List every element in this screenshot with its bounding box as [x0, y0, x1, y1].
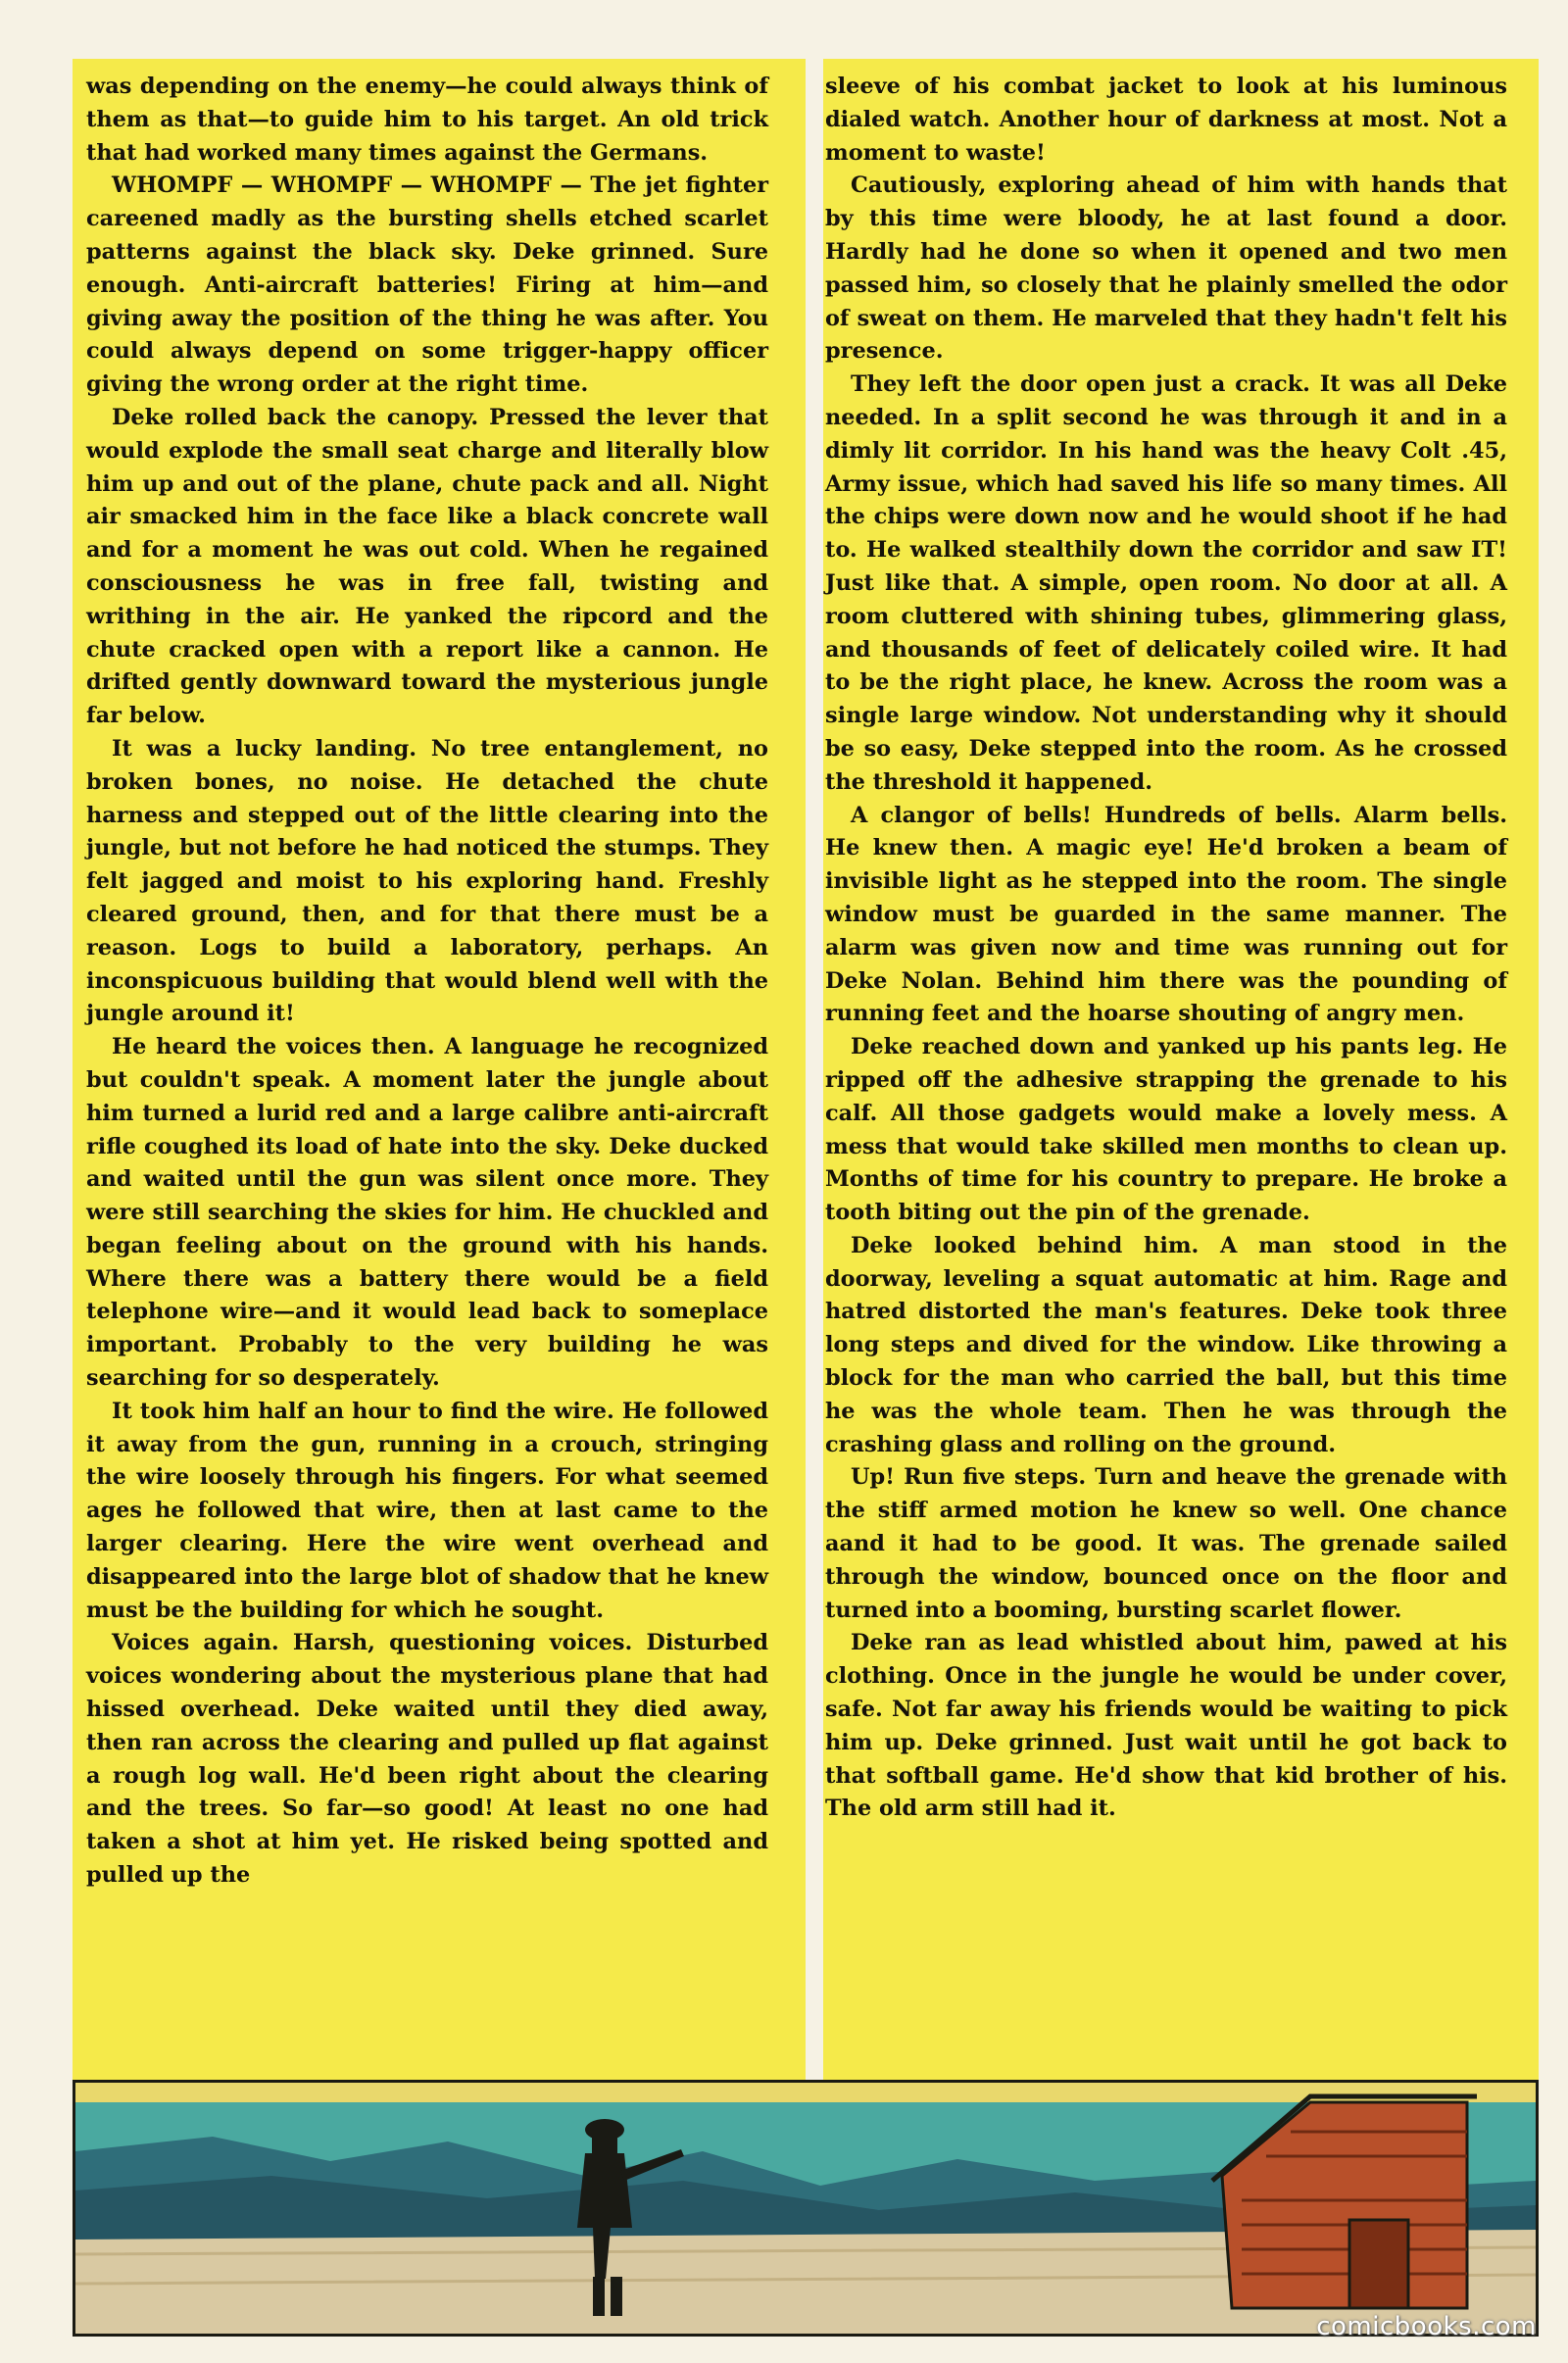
paragraph: sleeve of his combat jacket to look at his luminous dialed watch. Another hour of darkness at most. Not a moment to waste! [825, 74, 1507, 166]
paragraph: WHOMPF — WHOMPF — WHOMPF — The jet fighter careened madly as the bursting shells etched scarlet patterns against the black sky. Deke grinned. Sure enough. Anti-aircraft batteries! Firing at him—and giving away the position of the thing he was after. You could always depend on some trigger-happy officer giving the wrong order at the right time. [86, 172, 768, 398]
right-column [825, 71, 1507, 1826]
watermark: comicbooks.com [1316, 2312, 1537, 2341]
paragraph: Up! Run five steps. Turn and heave the grenade with the stiff armed motion he knew so well. One chance aand it had to be good. It was. The grenade sailed through the window, bounced once on the floor and turned into a booming, bursting scarlet flower. [825, 1464, 1507, 1623]
paragraph: Cautiously, exploring ahead of him with hands that by this time were bloody, he at last found a door. Hardly had he done so when it opened and two men passed him, so closely that he plainly smelled the odor of sweat on them. He marveled that they hadn't felt his presence. [825, 172, 1507, 365]
paragraph: was depending on the enemy—he could always think of them as that—to guide him to his target. An old trick that had worked many times against the Germans. [86, 74, 768, 166]
story-page [73, 59, 1539, 2111]
column-gutter [806, 59, 823, 2111]
illustration-panel [73, 2080, 1539, 2337]
jungle-scene-illustration [75, 2083, 1536, 2334]
paragraph: He heard the voices then. A language he recognized but couldn't speak. A moment later the jungle about him turned a lurid red and a large calibre anti-aircraft rifle coughed its load of hate into the sky. Deke ducked and waited until the gun was silent once more. They were still searching the skies for him. He chuckled and began feeling about on the ground with his hands. Where there was a battery there would be a field telephone wire—and it would lead back to someplace important. Probably to the very building he was searching for so desperately. [86, 1034, 768, 1392]
paragraph: Deke ran as lead whistled about him, pawed at his clothing. Once in the jungle he would be under cover, safe. Not far away his friends would be waiting to pick him up. Deke grinned. Just wait until he got back to that softball game. He'd show that kid brother of his. The old arm still had it. [825, 1630, 1507, 1822]
left-column [86, 71, 768, 1893]
paragraph: They left the door open just a crack. It was all Deke needed. In a split second he was through it and in a dimly lit corridor. In his hand was the heavy Colt .45, Army issue, which had saved his life so many times. All the chips were down now and he would shoot if he had to. He walked stealthily down the corridor and saw IT! Just like that. A simple, open room. No door at all. A room cluttered with shining tubes, glimmering glass, and thousands of feet of delicately coiled wire. It had to be the right place, he knew. Across the room was a single large window. Not understanding why it should be so easy, Deke stepped into the room. As he crossed the threshold it happened. [825, 371, 1507, 795]
paragraph: Deke rolled back the canopy. Pressed the lever that would explode the small seat charge and literally blow him up and out of the plane, chute pack and all. Night air smacked him in the face like a black concrete wall and for a moment he was out cold. When he regained consciousness he was in free fall, twisting and writhing in the air. He yanked the ripcord and the chute cracked open with a report like a cannon. He drifted gently downward toward the mysterious jungle far below. [86, 404, 768, 729]
paragraph: Deke reached down and yanked up his pants leg. He ripped off the adhesive strapping the grenade to his calf. All those gadgets would make a lovely mess. A mess that would take skilled men months to clean up. Months of time for his country to prepare. He broke a tooth biting out the pin of the grenade. [825, 1034, 1507, 1226]
paragraph: It took him half an hour to find the wire. He followed it away from the gun, running in a crouch, stringing the wire loosely through his fingers. For what seemed ages he followed that wire, then at last came to the larger clearing. Here the wire went overhead and disappeared into the large blot of shadow that he knew must be the building for which he sought. [86, 1398, 768, 1623]
paragraph: It was a lucky landing. No tree entanglement, no broken bones, no noise. He detached the chute harness and stepped out of the little clearing into the jungle, but not before he had noticed the stumps. They felt jagged and moist to his exploring hand. Freshly cleared ground, then, and for that there must be a reason. Logs to build a laboratory, perhaps. An inconspicuous building that would blend well with the jungle around it! [86, 735, 768, 1027]
paragraph: Deke looked behind him. A man stood in the doorway, leveling a squat automatic at him. Rage and hatred distorted the man's features. Deke took three long steps and dived for the window. Like throwing a block for the man who carried the ball, but this time he was the whole team. Then he was through the crashing glass and rolling on the ground. [825, 1232, 1507, 1457]
paragraph: A clangor of bells! Hundreds of bells. Alarm bells. He knew then. A magic eye! He'd broken a beam of invisible light as he stepped into the room. The single window must be guarded in the same manner. The alarm was given now and time was running out for Deke Nolan. Behind him there was the pounding of running feet and the hoarse shouting of angry men. [825, 802, 1507, 1027]
paragraph: Voices again. Harsh, questioning voices. Disturbed voices wondering about the mysterious plane that had hissed overhead. Deke waited until they died away, then ran across the clearing and pulled up flat against a rough log wall. He'd been right about the clearing and the trees. So far—so good! At least no one had taken a shot at him yet. He risked being spotted and pulled up the [86, 1630, 768, 1889]
